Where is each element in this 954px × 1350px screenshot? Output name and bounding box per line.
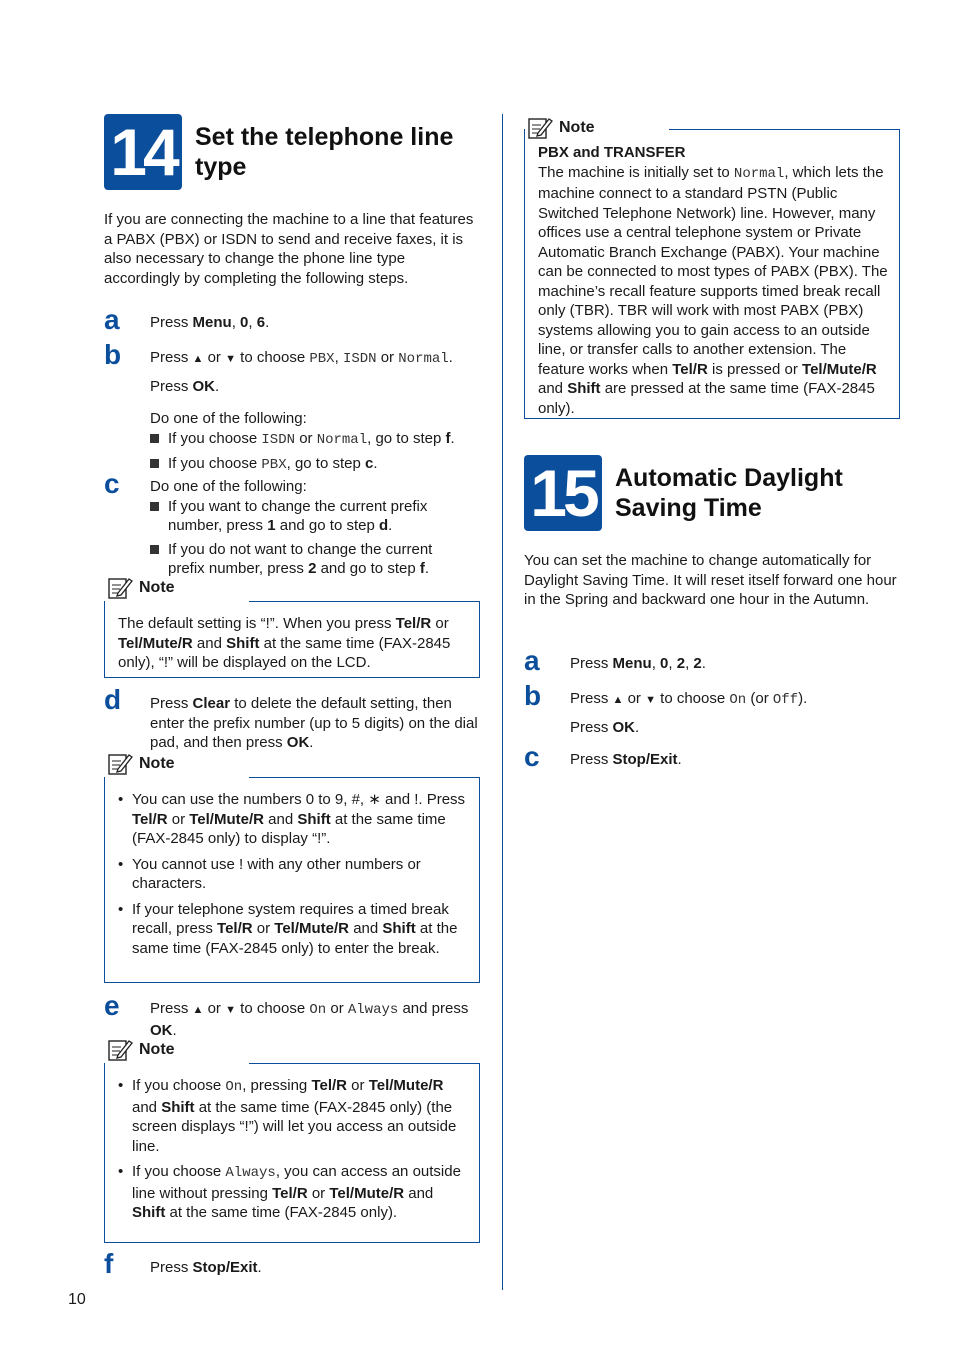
note-box [104, 579, 480, 678]
note-header [107, 751, 175, 777]
note-header [527, 115, 595, 141]
note-text [118, 790, 466, 964]
up-arrow-icon: ▲ [612, 694, 624, 706]
step-letter-f: f [104, 1248, 114, 1279]
note-label: Note [559, 119, 595, 137]
down-arrow-icon: ▼ [225, 353, 236, 365]
note-pencil-icon [527, 116, 553, 140]
note-label: Note [139, 755, 175, 773]
note-pencil-icon [107, 752, 133, 776]
step-title-line2: Saving Time [615, 494, 762, 522]
step-letter-c: c [524, 741, 540, 772]
step-title [195, 122, 453, 182]
note-header [107, 575, 175, 601]
note-text [118, 1076, 466, 1229]
step-b-text: Press ▲ or ▼ to choose On (or Off). Press OK. [570, 690, 808, 736]
list-item: • If you choose On, pressing Tel/R or Tel/Mute/R and Shift at the same time (FAX-2845 only) (the screen displays “!”) will let you access an outside line. [118, 1076, 466, 1156]
note-header [107, 1037, 175, 1063]
step-e-text: Press ▲ or ▼ to choose On or Always and press OK. [150, 1000, 469, 1039]
intro-paragraph: You can set the machine to change automatically for Daylight Saving Time. It will reset itself forward one hour in the Spring and backward one hour in the Autumn. [524, 552, 897, 608]
note-text: PBX and TRANSFER The machine is initially set to Normal, which lets the machine connect to a standard PSTN (Public Switched Telephone Network) line. However, many offices use a central telephone system or Private Automatic Branch Exchange (PABX). Your machine can be connected to most types of PABX (PBX). The machine’s recall feature supports timed break recall only (TBR). TBR will work with most PABX (PBX) systems allowing you to gain access to an outside line, or transfer calls to another extension. The feature works when Tel/R is pressed or Tel/Mute/R and Shift are pressed at the same time (FAX-2845 only). [538, 144, 888, 417]
intro-paragraph: If you are connecting the machine to a line that features a PABX (PBX) or ISDN to send and receive faxes, it is also necessary to change the phone line type accordingly by completing the following steps. [104, 211, 474, 287]
up-arrow-icon: ▲ [192, 1004, 204, 1016]
step-c-text: Do one of the following: If you want to change the current prefix number, press 1 and go to step d. If you do not want to change the current prefix number, press 2 and go to step f. [150, 477, 460, 579]
step-letter-a: a [524, 645, 540, 676]
step-c-text: Press Stop/Exit. [570, 751, 682, 768]
list-item: If you choose PBX, go to step c. [150, 454, 482, 476]
list-item: If you want to change the current prefix number, press 1 and go to step d. [150, 497, 460, 536]
list-item: If you choose ISDN or Normal, go to step f. [150, 429, 482, 451]
list-item: • If you choose Always, you can access an outside line without pressing Tel/R or Tel/Mute/R and Shift at the same time (FAX-2845 only). [118, 1162, 466, 1223]
step-number-badge: 14 [104, 114, 182, 190]
page-number: 10 [68, 1291, 86, 1308]
step-b-text: Press ▲ or ▼ to choose PBX, ISDN or Normal. Press OK. Do one of the following: If you choose ISDN or Normal, go to step f. If you choose PBX, go to step c. [150, 348, 482, 476]
note-heading: PBX and TRANSFER [538, 144, 686, 161]
step-number-badge: 15 [524, 455, 602, 531]
down-arrow-icon: ▼ [225, 1004, 236, 1016]
column-divider [502, 114, 503, 1290]
note-label: Note [139, 579, 175, 597]
step-letter-d: d [104, 684, 122, 715]
step-title-line1: Set the telephone line [195, 123, 454, 151]
step-title-line2: type [195, 153, 247, 181]
step-letter-b: b [524, 680, 542, 711]
note-pencil-icon [107, 576, 133, 600]
note-pencil-icon [107, 1038, 133, 1062]
list-item: • If your telephone system requires a timed break recall, press Tel/R or Tel/Mute/R and Shift at the same time (FAX-2845 only) to enter the break. [118, 900, 466, 959]
note-box [524, 119, 900, 419]
step-letter-c: c [104, 468, 120, 499]
step-letter-b: b [104, 339, 122, 370]
up-arrow-icon: ▲ [192, 353, 204, 365]
step-title-line1: Automatic Daylight [615, 464, 843, 492]
step-a-text: Press Menu, 0, 2, 2. [570, 655, 706, 672]
note-label: Note [139, 1041, 175, 1059]
step-f-text: Press Stop/Exit. [150, 1259, 262, 1276]
note-box [104, 755, 480, 983]
step-letter-a: a [104, 304, 120, 335]
step-title [615, 463, 843, 523]
step-a-text: Press Menu, 0, 6. [150, 314, 270, 331]
list-item: If you do not want to change the current prefix number, press 2 and go to step f. [150, 540, 460, 579]
note-text: The default setting is “!”. When you press Tel/R or Tel/Mute/R and Shift at the same time (FAX-2845 only), “!” will be displayed on the LCD. [118, 615, 451, 671]
step-letter-e: e [104, 990, 120, 1021]
list-item: • You can use the numbers 0 to 9, #, ∗ and !. Press Tel/R or Tel/Mute/R and Shift at the same time (FAX-2845 only) to display “!”. [118, 790, 466, 849]
note-box [104, 1041, 480, 1243]
step-d-text: Press Clear to delete the default setting, then enter the prefix number (up to 5 digits) on the dial pad, and then press OK. [150, 695, 478, 751]
list-item: • You cannot use ! with any other numbers or characters. [118, 855, 466, 894]
down-arrow-icon: ▼ [645, 694, 656, 706]
